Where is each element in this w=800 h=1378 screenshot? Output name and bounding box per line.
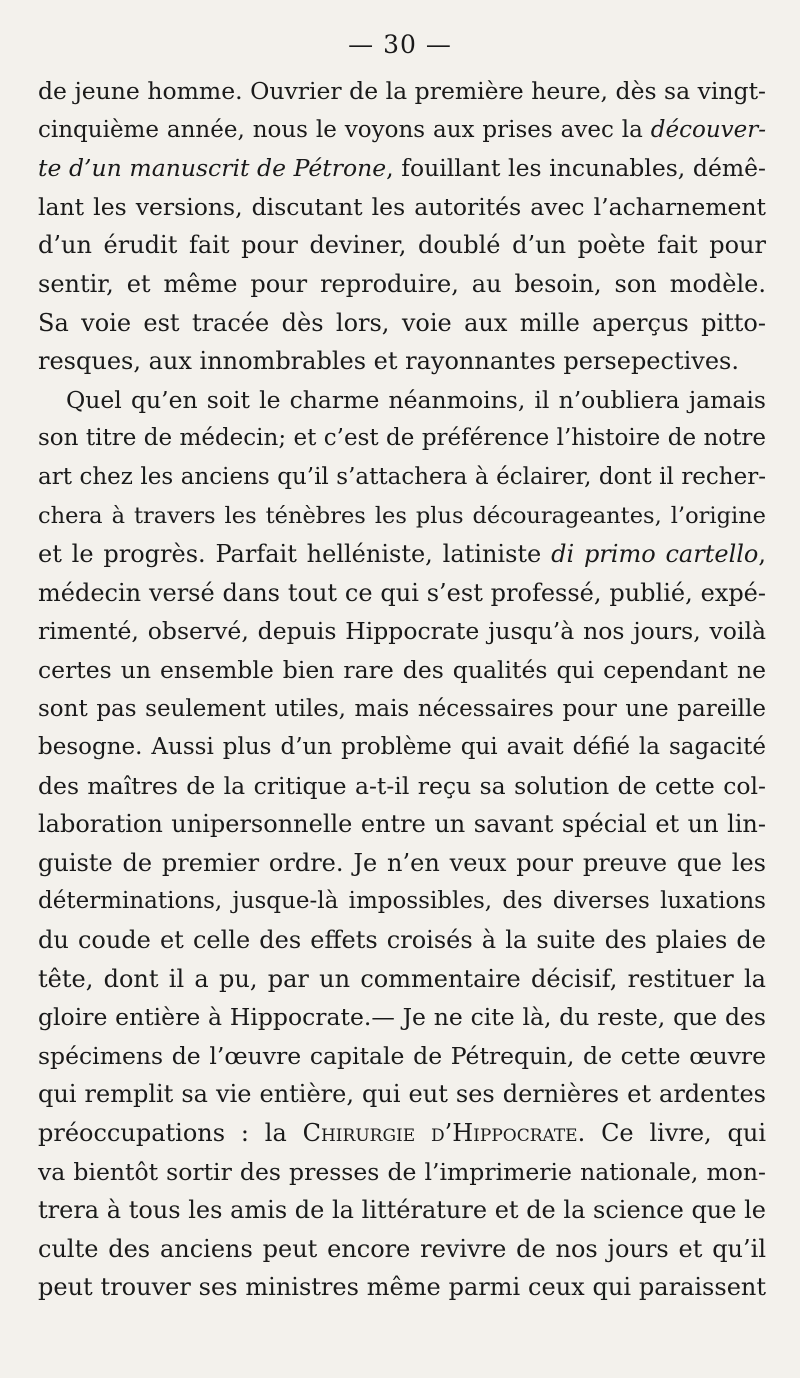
text-run: Sa voie est tracée dès lors, voie aux mille aperçus pitto- <box>38 308 766 337</box>
text-line <box>38 844 766 883</box>
text-line <box>38 1153 766 1192</box>
text-line <box>38 381 766 420</box>
text-line <box>38 1037 766 1076</box>
page-number: — 30 — <box>348 30 452 59</box>
text-line <box>38 1268 766 1307</box>
text-line <box>38 226 766 265</box>
text-run: sentir, et même pour reproduire, au besoin, son modèle. <box>38 269 766 298</box>
text-run: , <box>758 540 767 569</box>
text-line <box>38 265 766 304</box>
text-run: médecin versé dans tout ce qui s’est professé, publié, expé- <box>38 578 766 607</box>
text-line <box>38 188 766 227</box>
text-run: . Ce livre, qui <box>577 1119 767 1148</box>
text-run: peut trouver ses ministres même parmi ceux qui paraissent <box>38 1273 766 1302</box>
text-run: chera à travers les ténèbres les plus décourageantes, l’origine <box>38 502 766 529</box>
italic-text: découver- <box>650 116 766 143</box>
text-line <box>38 998 766 1037</box>
text-run: des maîtres de la critique a-t-il reçu sa solution de cette col- <box>38 771 766 800</box>
text-line <box>38 497 766 536</box>
text-run: certes un ensemble bien rare des qualités qui cependant ne <box>38 655 766 684</box>
text-line <box>38 651 766 690</box>
text-line <box>38 1114 766 1153</box>
text-run: lant les versions, discutant les autorités avec l’acharnement <box>38 192 766 221</box>
italic-text: di primo cartello <box>551 540 759 569</box>
text-run: besogne. Aussi plus d’un problème qui avait défié la sagacité <box>38 734 766 761</box>
body-text <box>38 72 766 1307</box>
text-line <box>38 960 766 999</box>
text-run: sont pas seulement utiles, mais nécessaires pour une pareille <box>38 695 766 722</box>
italic-text: te d’un manuscrit de Pétrone <box>38 154 387 183</box>
text-run: préoccupations : la <box>38 1119 303 1148</box>
text-line <box>38 419 766 458</box>
text-run: Quel qu’en soit le charme néanmoins, il n’oubliera jamais <box>66 385 766 414</box>
text-run: de jeune homme. Ouvrier de la première heure, dès sa vingt- <box>38 77 766 105</box>
text-line <box>38 690 766 729</box>
text-line <box>38 921 766 960</box>
text-run: guiste de premier ordre. Je n’en veux pour preuve que les <box>38 848 766 877</box>
text-run: d’un érudit fait pour deviner, doublé d’un poète fait pour <box>38 231 766 260</box>
text-run: va bientôt sortir des presses de l’imprimerie nationale, mon- <box>38 1157 766 1186</box>
text-run: qui remplit sa vie entière, qui eut ses dernières et ardentes <box>38 1080 766 1109</box>
text-run: trera à tous les amis de la littérature et de la science que le <box>38 1196 766 1225</box>
text-run: culte des anciens peut encore revivre de nos jours et qu’il <box>38 1234 766 1263</box>
text-line <box>38 1075 766 1114</box>
text-line <box>38 767 766 806</box>
text-line <box>38 882 766 921</box>
text-run: du coude et celle des effets croisés à la suite des plaies de <box>38 926 766 955</box>
text-run: laboration unipersonnelle entre un savant spécial et un lin- <box>38 810 766 839</box>
text-run: gloire entière à Hippocrate.— Je ne cite là, du reste, que des <box>38 1003 766 1032</box>
small-caps-text: Chirurgie d’Hippocrate <box>302 1119 578 1148</box>
text-line <box>38 805 766 844</box>
text-line <box>38 342 766 381</box>
text-line <box>38 1230 766 1269</box>
text-run: resques, aux innombrables et rayonnantes persepectives. <box>38 347 739 376</box>
text-line <box>38 458 766 497</box>
text-run: déterminations, jusque-là impossibles, des diverses luxations <box>38 888 766 915</box>
text-line <box>38 612 766 651</box>
text-run: spécimens de l’œuvre capitale de Pétrequin, de cette œuvre <box>38 1041 766 1070</box>
text-line <box>38 1191 766 1230</box>
text-run: , fouillant les incunables, démê- <box>386 154 766 183</box>
text-line <box>38 111 766 150</box>
text-line <box>38 149 766 188</box>
text-line <box>38 304 766 343</box>
text-run: son titre de médecin; et c’est de préférence l’histoire de notre <box>38 425 766 452</box>
text-line <box>38 728 766 767</box>
text-run: rimenté, observé, depuis Hippocrate jusqu’à nos jours, voilà <box>38 617 766 646</box>
text-run: et le progrès. Parfait helléniste, latiniste <box>38 540 552 569</box>
text-line <box>38 535 766 574</box>
text-line <box>38 574 766 613</box>
text-run: tête, dont il a pu, par un commentaire décisif, restituer la <box>38 964 766 993</box>
text-run: cinquième année, nous le voyons aux prises avec la <box>38 116 651 143</box>
text-line <box>38 72 766 111</box>
text-run: art chez les anciens qu’il s’attachera à éclairer, dont il recher- <box>38 463 766 490</box>
